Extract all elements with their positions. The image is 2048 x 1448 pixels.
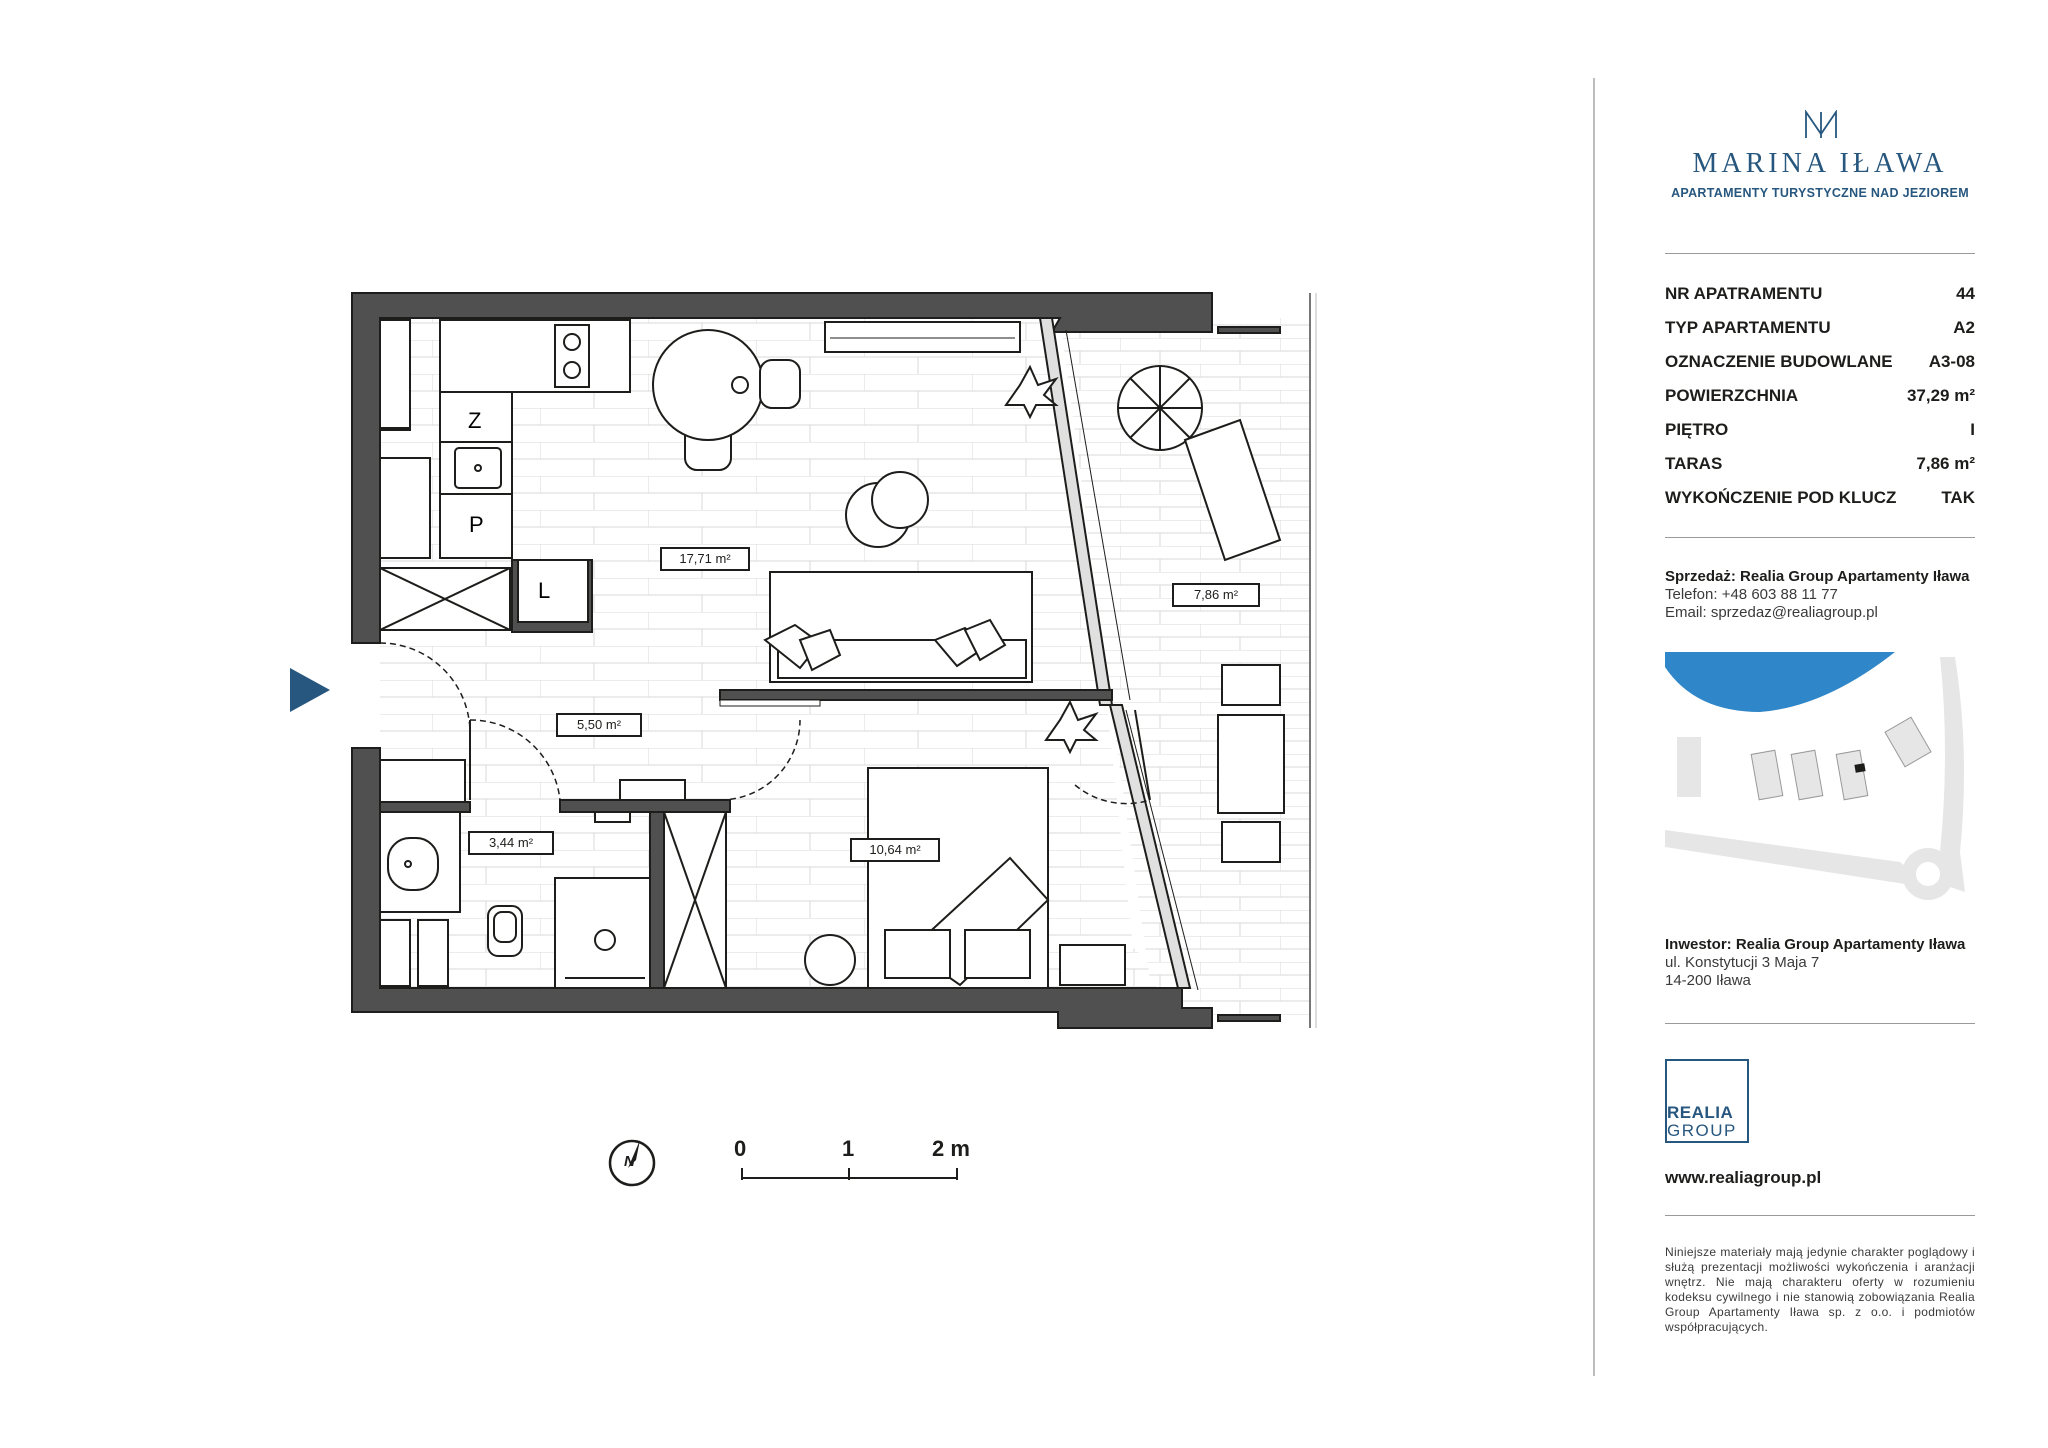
sales-email: Email: sprzedaz@realiagroup.pl [1665, 604, 1878, 621]
hall-area-label: 5,50 m² [556, 713, 642, 737]
entrance-arrow-icon [290, 668, 330, 712]
sofa [765, 572, 1032, 682]
bedroom-area-label: 10,64 m² [850, 838, 940, 862]
disclaimer: Niniejsze materiały mają jedynie charakter poglądowy i służą prezentacji możliwości wykończenia i aranżacji wnętrz. Nie mają charakteru oferty w rozumieniu kodeksu cywilnego i nie stanowią zobowiązania Realia Group Apartamenty Iława sp. z o.o. i podmiotów współpracujących. [1665, 1245, 1975, 1334]
site-map [1665, 652, 1980, 924]
sales-phone: Telefon: +48 603 88 11 77 [1665, 586, 1838, 603]
living-area-label: 17,71 m² [660, 547, 750, 571]
scale-zero: 0 [734, 1136, 747, 1161]
investor-contact [1665, 936, 1985, 990]
scale-bar [742, 1168, 957, 1180]
divider [1665, 1215, 1975, 1216]
divider-vertical [1593, 78, 1595, 1376]
divider [1665, 1023, 1975, 1024]
terrace-area-label: 7,86 m² [1172, 583, 1260, 607]
letter-l: L [538, 578, 551, 603]
marina-logo-icon [1804, 110, 1838, 140]
bath-area-label: 3,44 m² [468, 831, 554, 855]
letter-z: Z [468, 408, 482, 433]
brand-name: MARINA IŁAWA [1692, 148, 1948, 179]
sales-contact [1665, 568, 1985, 622]
divider [1665, 253, 1975, 254]
brand-tagline: APARTAMENTY TURYSTYCZNE NAD JEZIOREM [1671, 186, 1969, 200]
sales-title: Sprzedaż: Realia Group Apartamenty Iława [1665, 568, 1970, 585]
realia-logo: REALIA GROUP [1665, 1059, 1749, 1143]
divider [1665, 537, 1975, 538]
investor-city: 14-200 Iława [1665, 972, 1751, 989]
scale-two: 2 m [932, 1136, 970, 1161]
compass-letter: N [624, 1153, 635, 1170]
letter-p: P [469, 512, 484, 537]
investor-street: ul. Konstytucji 3 Maja 7 [1665, 954, 1820, 971]
investor-title: Inwestor: Realia Group Apartamenty Iława [1665, 936, 1966, 953]
website-link[interactable]: www.realiagroup.pl [1665, 1168, 1822, 1187]
scale-one: 1 [842, 1136, 855, 1161]
